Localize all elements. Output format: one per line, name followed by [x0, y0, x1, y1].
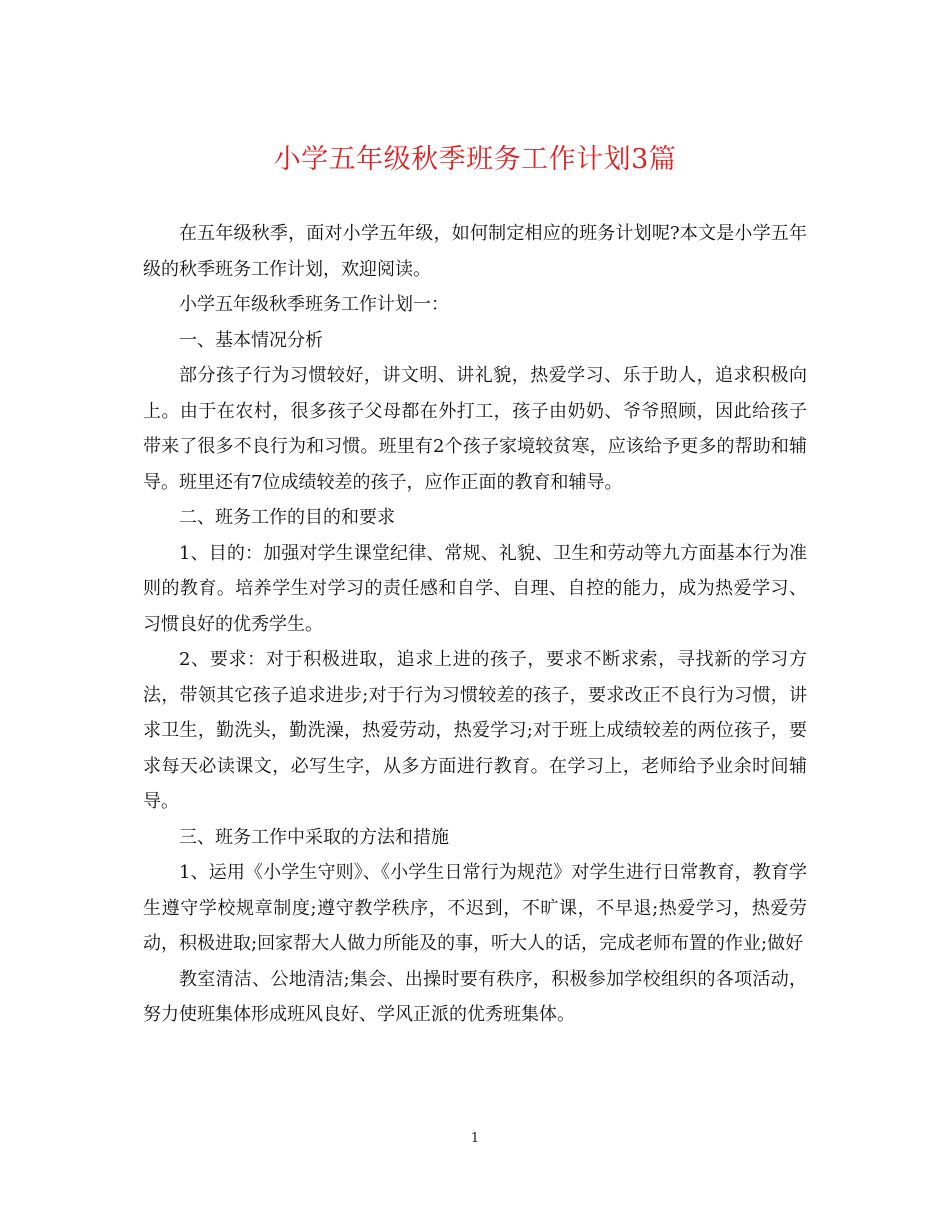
section-heading-3: 三、班务工作中采取的方法和措施 [179, 826, 449, 848]
section-heading-1: 一、基本情况分析 [179, 329, 323, 351]
body-paragraph: 部分孩子行为习惯较好，讲文明、讲礼貌，热爱学习、乐于助人，追求积极向上。由于在农村，很多孩子父母都在外打工，孩子由奶奶、爷爷照顾，因此给孩子带来了很多不良行为和习惯。班里有2个孩子家境较贫寒，应该给予更多的帮助和辅导。班里还有7位成绩较差的孩子，应作正面的教育和辅导。 [143, 365, 807, 493]
section-heading-2: 二、班务工作的目的和要求 [179, 507, 395, 528]
document-body [143, 216, 807, 1033]
body-paragraph: 1、运用《小学生守则》、《小学生日常行为规范》对学生进行日常教育，教育学生遵守学校规章制度;遵守教学秩序，不迟到，不旷课，不早退;热爱学习，热爱劳动，积极进取;回家帮大人做力所能及的事，听大人的话，完成老师布置的作业;做好 [143, 862, 807, 954]
intro-paragraph: 在五年级秋季，面对小学五年级，如何制定相应的班务计划呢?本文是小学五年级的秋季班务工作计划，欢迎阅读。 [143, 223, 807, 280]
document-title: 小学五年级秋季班务工作计划3篇 [273, 144, 677, 175]
body-paragraph: 1、目的：加强对学生课堂纪律、常规、礼貌、卫生和劳动等九方面基本行为准则的教育。培养学生对学习的责任感和自学、自理、自控的能力，成为热爱学习、习惯良好的优秀学生。 [143, 542, 807, 635]
page-number: 1 [470, 1131, 480, 1146]
plan-heading: 小学五年级秋季班务工作计划一： [179, 294, 449, 315]
body-paragraph: 教室清洁、公地清洁;集会、出操时要有秩序，积极参加学校组织的各项活动，努力使班集体形成班风良好、学风正派的优秀班集体。 [143, 968, 807, 1025]
body-paragraph: 2、要求：对于积极进取，追求上进的孩子，要求不断求索，寻找新的学习方法，带领其它孩子追求进步;对于行为习惯较差的孩子，要求改正不良行为习惯，讲求卫生，勤洗头，勤洗澡，热爱劳动，热爱学习;对于班上成绩较差的两位孩子，要求每天必读课文，必写生字，从多方面进行教育。在学习上，老师给予业余时间辅导。 [143, 649, 807, 812]
